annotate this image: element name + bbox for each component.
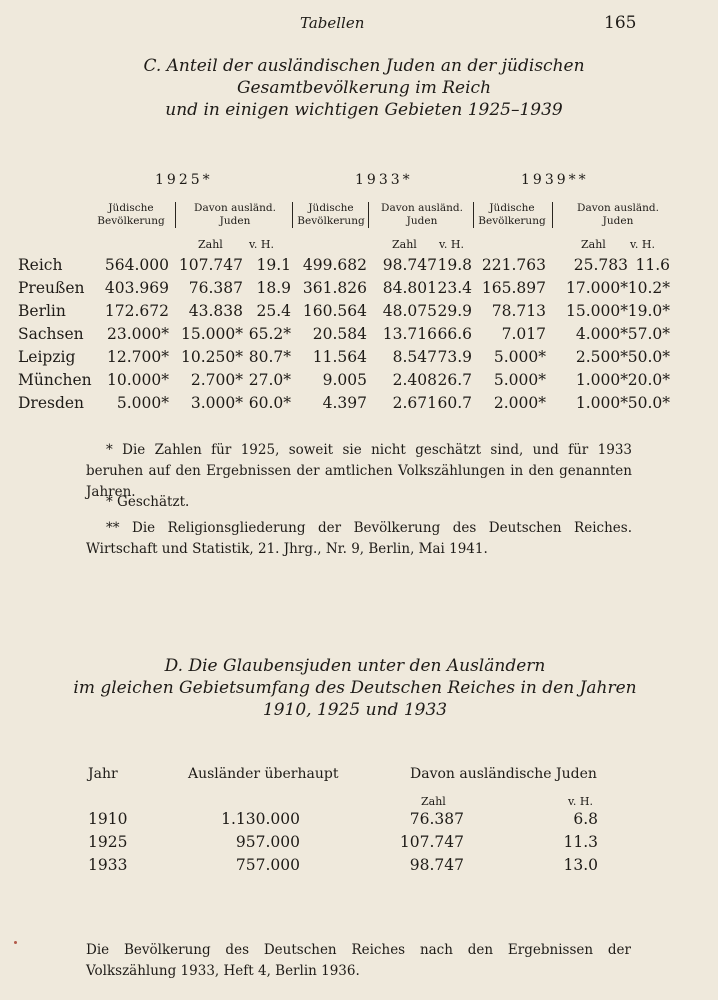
cell-value: 23.4: [437, 279, 472, 297]
page-number: 165: [604, 13, 637, 33]
cell-value: 2.408: [392, 371, 437, 389]
sub-header-zahl: Zahl: [421, 795, 446, 808]
cell-value: 29.9: [437, 302, 472, 320]
cell-value: 5.000*: [116, 394, 169, 412]
cell-value: 20.584: [312, 325, 367, 343]
col-header-foreign: Davon ausländ. Juden: [577, 202, 659, 227]
sub-header-vh: v. H.: [568, 795, 593, 808]
foreigners-cell: 757.000: [235, 856, 300, 874]
cell-value: 403.969: [104, 279, 169, 297]
footnote-1: * Die Zahlen für 1925, soweit sie nicht geschätzt sind, und für 1933 beruhen auf den Ergebnissen der amtlichen Volkszählungen in den genannten Jahren.: [86, 442, 632, 500]
cell-value: 10.2*: [627, 279, 670, 297]
cell-value: 17.000*: [566, 279, 628, 297]
col-header-foreign: Davon ausländ. Juden: [194, 202, 276, 227]
section-d-title-line: D. Die Glaubensjuden unter den Ausländern: [164, 656, 546, 676]
cell-value: 20.0*: [627, 371, 670, 389]
cell-value: 10.250*: [181, 348, 243, 366]
sub-header-vh: v. H.: [439, 238, 464, 251]
year-cell: 1925: [88, 833, 128, 851]
cell-value: 2.700*: [190, 371, 243, 389]
cell-value: 2.500*: [575, 348, 628, 366]
cell-value: 10.000*: [107, 371, 169, 389]
cell-value: 60.7: [437, 394, 472, 412]
cell-value: 19.1: [256, 256, 291, 274]
cell-value: 73.9: [437, 348, 472, 366]
foreigners-cell: 957.000: [235, 833, 300, 851]
cell-value: 2.671: [392, 394, 437, 412]
region-label: Preußen: [18, 279, 85, 297]
percent-cell: 11.3: [563, 833, 598, 851]
year-header-1939: 1939**: [521, 172, 589, 188]
table-row: [0, 279, 718, 302]
column-separator: [552, 202, 553, 228]
cell-value: 8.547: [392, 348, 437, 366]
number-cell: 107.747: [399, 833, 464, 851]
region-label: Berlin: [18, 302, 66, 320]
col-header-foreigners: Ausländer überhaupt: [188, 766, 339, 782]
cell-value: 4.000*: [575, 325, 628, 343]
percent-cell: 13.0: [563, 856, 598, 874]
cell-value: 19.0*: [627, 302, 670, 320]
year-header-1925: 1925*: [155, 172, 213, 188]
cell-value: 15.000*: [181, 325, 243, 343]
table-row: [0, 302, 718, 325]
table-row: [0, 325, 718, 348]
cell-value: 84.801: [382, 279, 437, 297]
section-c-title-line: und in einigen wichtigen Gebieten 1925–1939: [165, 100, 563, 120]
cell-value: 27.0*: [248, 371, 291, 389]
cell-value: 107.747: [178, 256, 243, 274]
cell-value: 19.8: [437, 256, 472, 274]
col-header-population: Jüdische Bevölkerung: [297, 202, 365, 227]
cell-value: 65.2*: [248, 325, 291, 343]
ink-speck: [14, 941, 17, 944]
table-row: [0, 371, 718, 394]
cell-value: 1.000*: [575, 394, 628, 412]
cell-value: 18.9: [256, 279, 291, 297]
cell-value: 26.7: [437, 371, 472, 389]
column-separator: [368, 202, 369, 228]
cell-value: 221.763: [481, 256, 546, 274]
section-d-title: [0, 655, 714, 721]
cell-value: 564.000: [104, 256, 169, 274]
col-header-population: Jüdische Bevölkerung: [478, 202, 546, 227]
cell-value: 50.0*: [627, 348, 670, 366]
cell-value: 13.716: [382, 325, 437, 343]
cell-value: 7.017: [501, 325, 546, 343]
cell-value: 76.387: [188, 279, 243, 297]
col-header-year: Jahr: [88, 766, 118, 782]
cell-value: 48.075: [382, 302, 437, 320]
cell-value: 172.672: [104, 302, 169, 320]
cell-value: 98.747: [382, 256, 437, 274]
table-row: [0, 348, 718, 371]
table-row: [0, 394, 718, 417]
col-header-foreign: Davon ausländ. Juden: [381, 202, 463, 227]
cell-value: 2.000*: [493, 394, 546, 412]
region-label: Leipzig: [18, 348, 76, 366]
region-label: Sachsen: [18, 325, 84, 343]
sub-header-vh: v. H.: [249, 238, 274, 251]
year-header-1933: 1933*: [355, 172, 413, 188]
footnote-2: * Geschätzt.: [106, 494, 190, 510]
cell-value: 4.397: [322, 394, 367, 412]
region-label: Reich: [18, 256, 63, 274]
cell-value: 1.000*: [575, 371, 628, 389]
sub-header-zahl: Zahl: [581, 238, 606, 251]
sub-header-zahl: Zahl: [392, 238, 417, 251]
cell-value: 25.783: [573, 256, 628, 274]
section-c-title: [5, 55, 718, 121]
cell-value: 9.005: [322, 371, 367, 389]
cell-value: 361.826: [302, 279, 367, 297]
col-header-foreign-jews: Davon ausländische Juden: [410, 766, 597, 782]
cell-value: 3.000*: [190, 394, 243, 412]
column-separator: [473, 202, 474, 228]
cell-value: 66.6: [437, 325, 472, 343]
cell-value: 60.0*: [248, 394, 291, 412]
sub-header-zahl: Zahl: [198, 238, 223, 251]
column-separator: [292, 202, 293, 228]
cell-value: 43.838: [188, 302, 243, 320]
region-label: München: [18, 371, 92, 389]
section-c-title-line: C. Anteil der ausländischen Juden an der jüdischen: [143, 56, 585, 76]
section-d-title-line: im gleichen Gebietsumfang des Deutschen Reiches in den Jahren: [73, 678, 637, 698]
year-cell: 1910: [88, 810, 128, 828]
cell-value: 11.6: [635, 256, 670, 274]
cell-value: 5.000*: [493, 348, 546, 366]
table-row: [0, 256, 718, 279]
sub-header-vh: v. H.: [630, 238, 655, 251]
source-note: Die Bevölkerung des Deutschen Reiches nach den Ergebnissen der Volkszählung 1933, Heft 4, Berlin 1936.: [86, 942, 631, 979]
table-row: [0, 833, 718, 857]
cell-value: 165.897: [481, 279, 546, 297]
cell-value: 80.7*: [248, 348, 291, 366]
foreigners-cell: 1.130.000: [221, 810, 300, 828]
year-cell: 1933: [88, 856, 128, 874]
cell-value: 50.0*: [627, 394, 670, 412]
cell-value: 23.000*: [107, 325, 169, 343]
number-cell: 98.747: [409, 856, 464, 874]
cell-value: 160.564: [302, 302, 367, 320]
cell-value: 11.564: [312, 348, 367, 366]
cell-value: 5.000*: [493, 371, 546, 389]
region-label: Dresden: [18, 394, 85, 412]
section-c-title-line: Gesamtbevölkerung im Reich: [236, 78, 492, 98]
cell-value: 12.700*: [107, 348, 169, 366]
column-separator: [175, 202, 176, 228]
cell-value: 25.4: [256, 302, 291, 320]
footnote-3: ** Die Religionsgliederung der Bevölkerung des Deutschen Reiches. Wirtschaft und Statistik, 21. Jhrg., Nr. 9, Berlin, Mai 1941.: [86, 520, 632, 557]
percent-cell: 6.8: [573, 810, 598, 828]
table-row: [0, 856, 718, 880]
section-d-title-line: 1910, 1925 und 1933: [262, 700, 448, 720]
cell-value: 78.713: [491, 302, 546, 320]
cell-value: 57.0*: [627, 325, 670, 343]
running-title: Tabellen: [300, 14, 365, 32]
number-cell: 76.387: [409, 810, 464, 828]
col-header-population: Jüdische Bevölkerung: [97, 202, 165, 227]
cell-value: 15.000*: [566, 302, 628, 320]
table-row: [0, 810, 718, 834]
cell-value: 499.682: [302, 256, 367, 274]
